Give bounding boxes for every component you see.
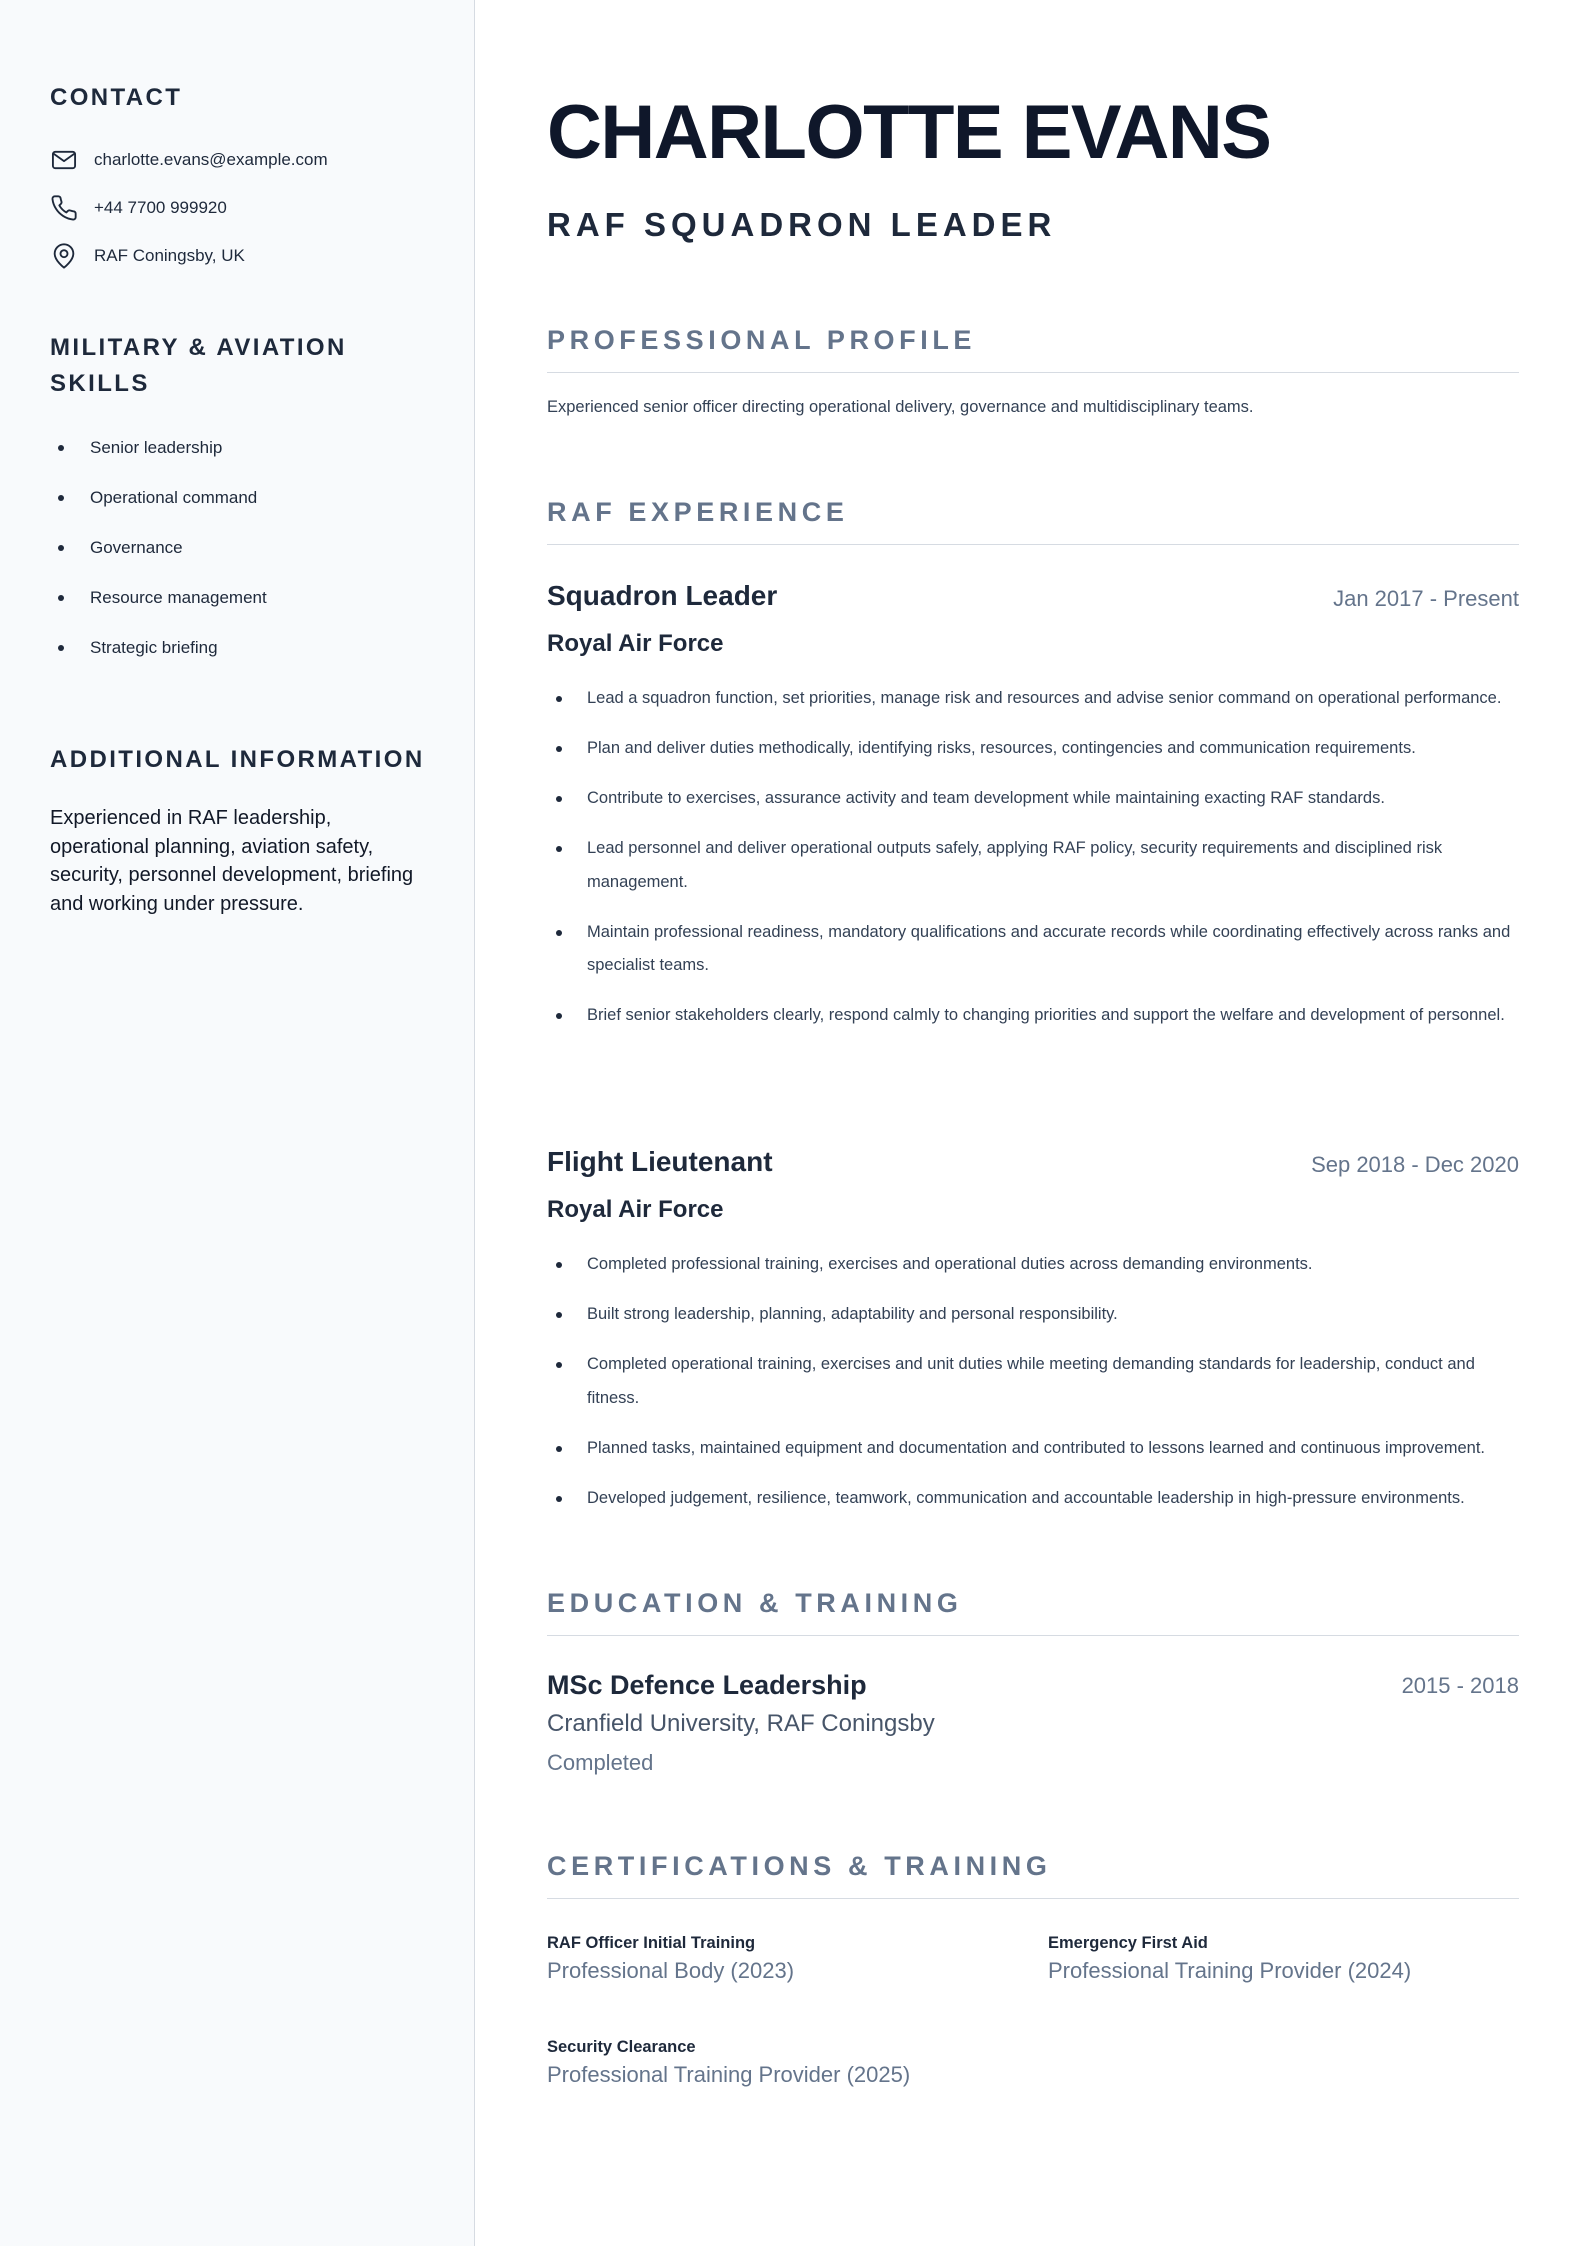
list-item: Lead a squadron function, set priorities, manage risk and resources and advise senior command on operational performance.: [547, 682, 1519, 716]
certification-item: [547, 1932, 1007, 1988]
certifications-heading: CERTIFICATIONS & TRAINING: [547, 1846, 1519, 1899]
certification-name: Emergency First Aid: [1048, 1934, 1208, 1952]
list-item: Maintain professional readiness, mandatory qualifications and accurate records while coordinating effectively across ranks and specialist teams.: [547, 916, 1519, 983]
list-item: Senior leadership: [50, 428, 267, 478]
contact-phone-text: +44 7700 999920: [94, 198, 227, 217]
job-title: Squadron Leader: [547, 580, 778, 611]
list-item: Contribute to exercises, assurance activity and team development while maintaining exacting RAF standards.: [547, 782, 1519, 816]
candidate-name: CHARLOTTE EVANS: [547, 90, 1271, 175]
list-item: Completed operational training, exercises and unit duties while meeting demanding standards for leadership, conduct and fitness.: [547, 1348, 1519, 1415]
degree-title: MSc Defence Leadership: [547, 1670, 867, 1700]
list-item: Lead personnel and deliver operational outputs safely, applying RAF policy, security requirements and disciplined risk management.: [547, 832, 1519, 899]
education-status: Completed: [547, 1750, 654, 1775]
additional-info-text: Experienced in RAF leadership, operational planning, aviation safety, security, personnel development, briefing and working under pressure.: [50, 807, 414, 915]
list-item: Developed judgement, resilience, teamwork, communication and accountable leadership in high-pressure environments.: [547, 1482, 1519, 1516]
list-item: Planned tasks, maintained equipment and documentation and contributed to lessons learned and continuous improvement.: [547, 1432, 1519, 1466]
experience-heading: RAF EXPERIENCE: [547, 492, 1519, 545]
contact-location-text: RAF Coningsby, UK: [94, 246, 245, 265]
list-item: Brief senior stakeholders clearly, respond calmly to changing priorities and support the welfare and development of personnel.: [547, 999, 1519, 1033]
list-item: Resource management: [50, 578, 267, 628]
contact-email-text: charlotte.evans@example.com: [94, 150, 328, 169]
skills-list: [50, 428, 267, 678]
contact-location: [50, 242, 245, 270]
job-dates: Jan 2017 - Present: [1333, 586, 1519, 611]
list-item: Governance: [50, 528, 267, 578]
institution: Cranfield University, RAF Coningsby: [547, 1710, 935, 1737]
job-dates: Sep 2018 - Dec 2020: [1311, 1152, 1519, 1177]
job-organization: Royal Air Force: [547, 630, 724, 657]
profile-heading: PROFESSIONAL PROFILE: [547, 320, 1519, 373]
certification-item: [547, 2036, 1007, 2092]
list-item: Completed professional training, exercises and operational duties across demanding environments.: [547, 1248, 1519, 1282]
list-item: Operational command: [50, 478, 267, 528]
job-title: Flight Lieutenant: [547, 1146, 773, 1177]
contact-heading: CONTACT: [50, 84, 183, 111]
job-organization: Royal Air Force: [547, 1196, 724, 1223]
list-item: Plan and deliver duties methodically, identifying risks, resources, contingencies and communication requirements.: [547, 732, 1519, 766]
list-item: Strategic briefing: [50, 628, 267, 678]
additional-info-heading: ADDITIONAL INFORMATION: [50, 746, 425, 773]
skills-heading: MILITARY & AVIATION SKILLS: [50, 334, 347, 397]
phone-icon: [50, 194, 78, 222]
list-item: Built strong leadership, planning, adaptability and personal responsibility.: [547, 1298, 1519, 1332]
profile-text: Experienced senior officer directing operational delivery, governance and multidisciplinary teams.: [547, 398, 1254, 416]
certification-name: Security Clearance: [547, 2038, 696, 2056]
contact-email[interactable]: [50, 146, 328, 174]
contact-phone[interactable]: [50, 194, 227, 222]
job-bullets: [547, 682, 1519, 1049]
certification-issuer: Professional Training Provider (2024): [1048, 1958, 1412, 1983]
location-pin-icon: [50, 242, 78, 270]
job-bullets: [547, 1248, 1519, 1532]
candidate-title: RAF SQUADRON LEADER: [547, 206, 1057, 243]
mail-icon: [50, 146, 78, 174]
sidebar: [0, 0, 475, 2246]
certification-item: [1048, 1932, 1508, 1988]
education-heading: EDUCATION & TRAINING: [547, 1583, 1519, 1636]
education-dates: 2015 - 2018: [1401, 1673, 1519, 1698]
certification-name: RAF Officer Initial Training: [547, 1934, 756, 1952]
certification-issuer: Professional Training Provider (2025): [547, 2062, 911, 2087]
certification-issuer: Professional Body (2023): [547, 1958, 795, 1983]
